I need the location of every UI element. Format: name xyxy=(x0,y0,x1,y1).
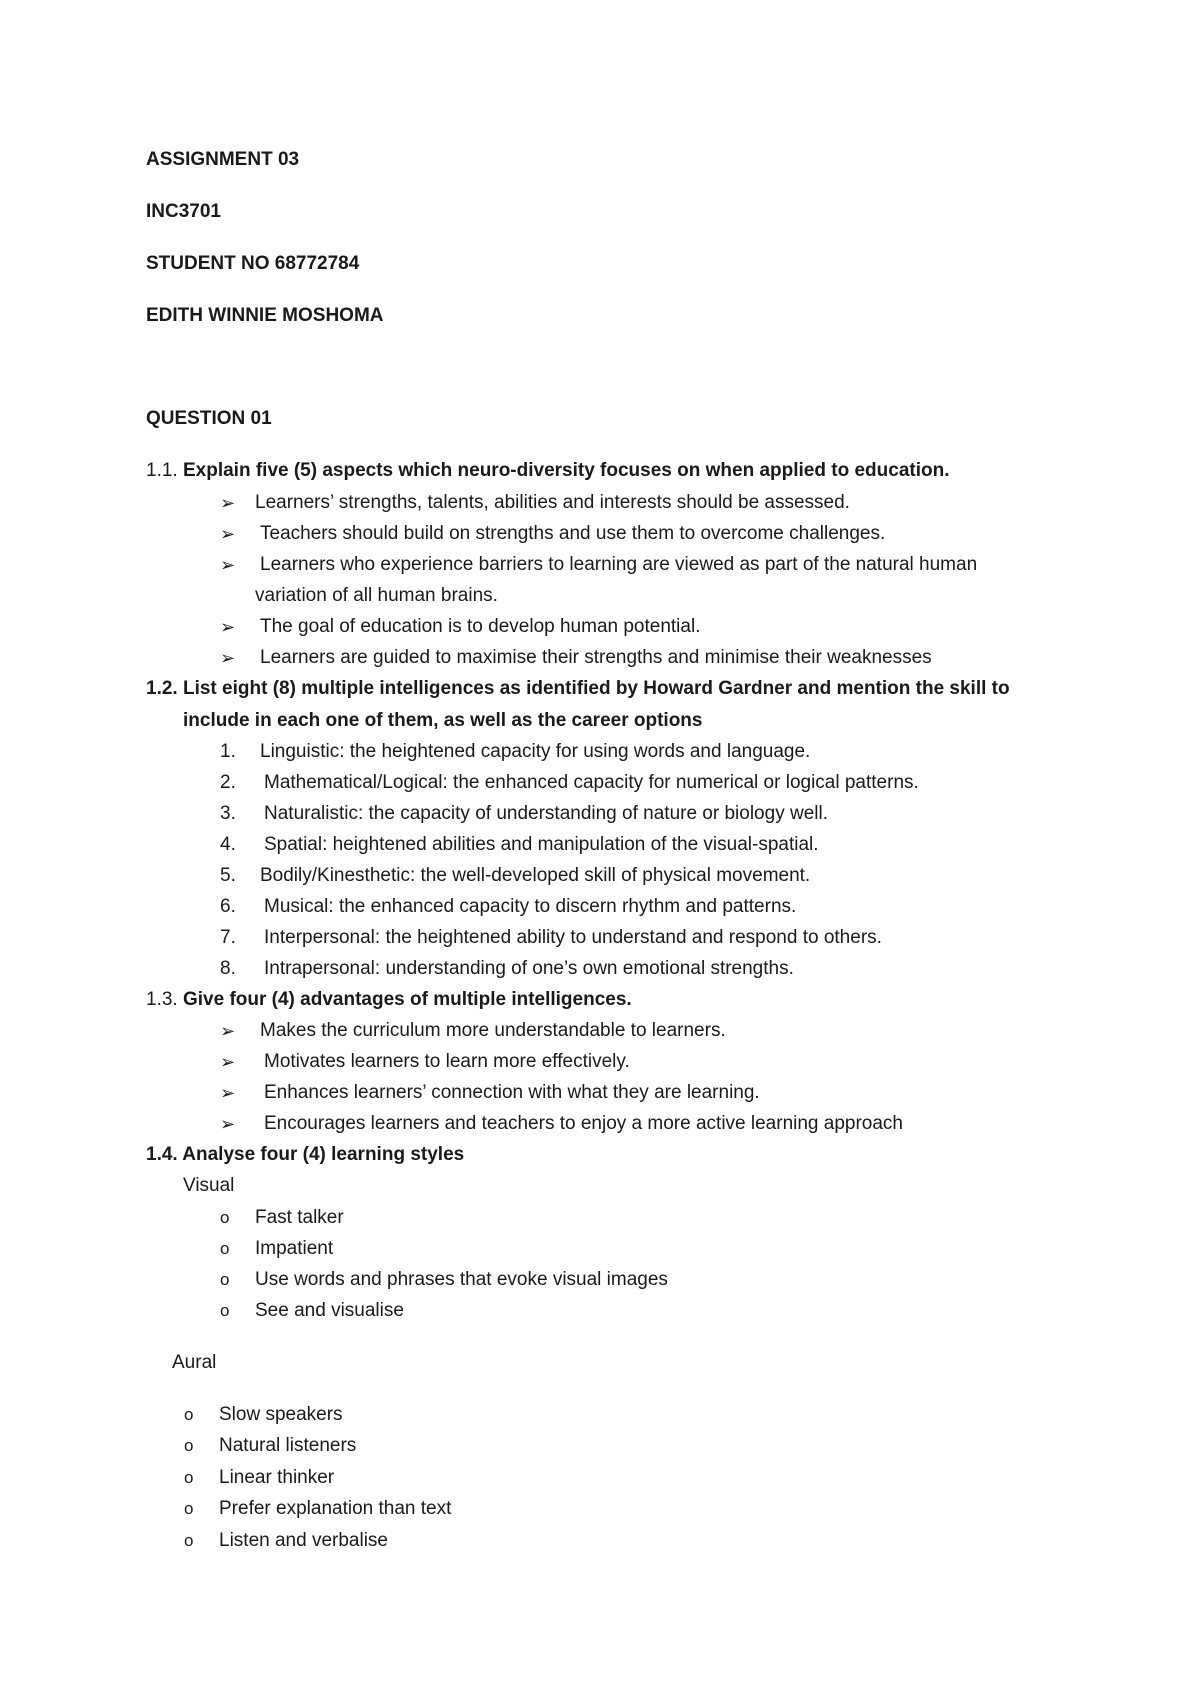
aural-label: Aural xyxy=(172,1352,217,1373)
visual-item: Impatient xyxy=(255,1238,334,1259)
student-number: STUDENT NO 68772784 xyxy=(146,253,360,274)
circle-bullet-icon: o xyxy=(184,1499,194,1518)
circle-bullet-icon: o xyxy=(184,1405,194,1424)
aural-item: Linear thinker xyxy=(219,1467,335,1488)
q12-item: Naturalistic: the capacity of understanding of nature or biology well. xyxy=(264,803,828,824)
q12-text: List eight (8) multiple intelligences as identified by Howard Gardner and mention the skill to xyxy=(182,678,1010,699)
q11-item: The goal of education is to develop human potential. xyxy=(260,616,701,637)
arrow-bullet-icon: ➢ xyxy=(220,1114,236,1134)
q13-item: Motivates learners to learn more effectively. xyxy=(264,1051,630,1072)
q11-item-continuation: variation of all human brains. xyxy=(255,585,498,606)
q12-item: Mathematical/Logical: the enhanced capacity for numerical or logical patterns. xyxy=(264,772,919,793)
circle-bullet-icon: o xyxy=(220,1239,230,1258)
arrow-bullet-icon: ➢ xyxy=(220,1052,236,1072)
q14-number: 1.4. xyxy=(146,1144,178,1165)
q11-item: Learners’ strengths, talents, abilities and interests should be assessed. xyxy=(255,492,850,513)
q14-heading xyxy=(146,1143,464,1167)
q12-item: Bodily/Kinesthetic: the well-developed skill of physical movement. xyxy=(260,865,811,886)
list-number: 2. xyxy=(220,772,236,793)
q13-heading xyxy=(146,988,632,1012)
q13-item: Makes the curriculum more understandable to learners. xyxy=(260,1020,726,1041)
module-code: INC3701 xyxy=(146,201,221,222)
visual-item: Fast talker xyxy=(255,1207,344,1228)
circle-bullet-icon: o xyxy=(184,1468,194,1487)
arrow-bullet-icon: ➢ xyxy=(220,555,236,575)
q13-item: Enhances learners’ connection with what they are learning. xyxy=(264,1082,760,1103)
circle-bullet-icon: o xyxy=(184,1436,194,1455)
q12-item: Linguistic: the heightened capacity for using words and language. xyxy=(260,741,811,762)
list-number: 6. xyxy=(220,896,236,917)
q12-item: Intrapersonal: understanding of one’s own emotional strengths. xyxy=(264,958,794,979)
q12-text-continuation: include in each one of them, as well as the career options xyxy=(183,710,703,731)
q11-text: Explain five (5) aspects which neuro-diversity focuses on when applied to education. xyxy=(182,460,950,481)
student-name: EDITH WINNIE MOSHOMA xyxy=(146,305,384,326)
arrow-bullet-icon: ➢ xyxy=(220,648,236,668)
list-number: 7. xyxy=(220,927,236,948)
arrow-bullet-icon: ➢ xyxy=(220,524,236,544)
aural-item: Prefer explanation than text xyxy=(219,1498,452,1519)
list-number: 3. xyxy=(220,803,236,824)
arrow-bullet-icon: ➢ xyxy=(220,1021,236,1041)
question-title: QUESTION 01 xyxy=(146,408,272,429)
q11-item: Learners who experience barriers to learning are viewed as part of the natural human xyxy=(260,554,978,575)
circle-bullet-icon: o xyxy=(220,1270,230,1289)
q12-item: Spatial: heightened abilities and manipulation of the visual-spatial. xyxy=(264,834,819,855)
q11-item: Teachers should build on strengths and use them to overcome challenges. xyxy=(260,523,886,544)
list-number: 5. xyxy=(220,865,236,886)
q13-number: 1.3. xyxy=(146,989,178,1010)
assignment-title: ASSIGNMENT 03 xyxy=(146,149,300,170)
arrow-bullet-icon: ➢ xyxy=(220,617,236,637)
list-number: 4. xyxy=(220,834,236,855)
arrow-bullet-icon: ➢ xyxy=(220,1083,236,1103)
aural-item: Natural listeners xyxy=(219,1435,357,1456)
circle-bullet-icon: o xyxy=(220,1301,230,1320)
q12-heading xyxy=(146,677,1010,701)
q12-number: 1.2. xyxy=(146,678,178,699)
list-number: 8. xyxy=(220,958,236,979)
q13-item: Encourages learners and teachers to enjoy a more active learning approach xyxy=(264,1113,903,1134)
circle-bullet-icon: o xyxy=(184,1531,194,1550)
visual-item: Use words and phrases that evoke visual images xyxy=(255,1269,668,1290)
q11-number: 1.1. xyxy=(146,460,178,481)
aural-item: Listen and verbalise xyxy=(219,1530,388,1551)
q12-item: Interpersonal: the heightened ability to understand and respond to others. xyxy=(264,927,882,948)
q11-item: Learners are guided to maximise their strengths and minimise their weaknesses xyxy=(260,647,932,668)
circle-bullet-icon: o xyxy=(220,1208,230,1227)
q14-text: Analyse four (4) learning styles xyxy=(182,1144,465,1165)
list-number: 1. xyxy=(220,741,236,762)
visual-item: See and visualise xyxy=(255,1300,404,1321)
q12-item: Musical: the enhanced capacity to discern rhythm and patterns. xyxy=(264,896,797,917)
q13-text: Give four (4) advantages of multiple intelligences. xyxy=(182,989,632,1010)
q11-heading xyxy=(146,459,949,483)
visual-label: Visual xyxy=(183,1175,235,1196)
arrow-bullet-icon: ➢ xyxy=(220,493,236,513)
aural-item: Slow speakers xyxy=(219,1404,343,1425)
